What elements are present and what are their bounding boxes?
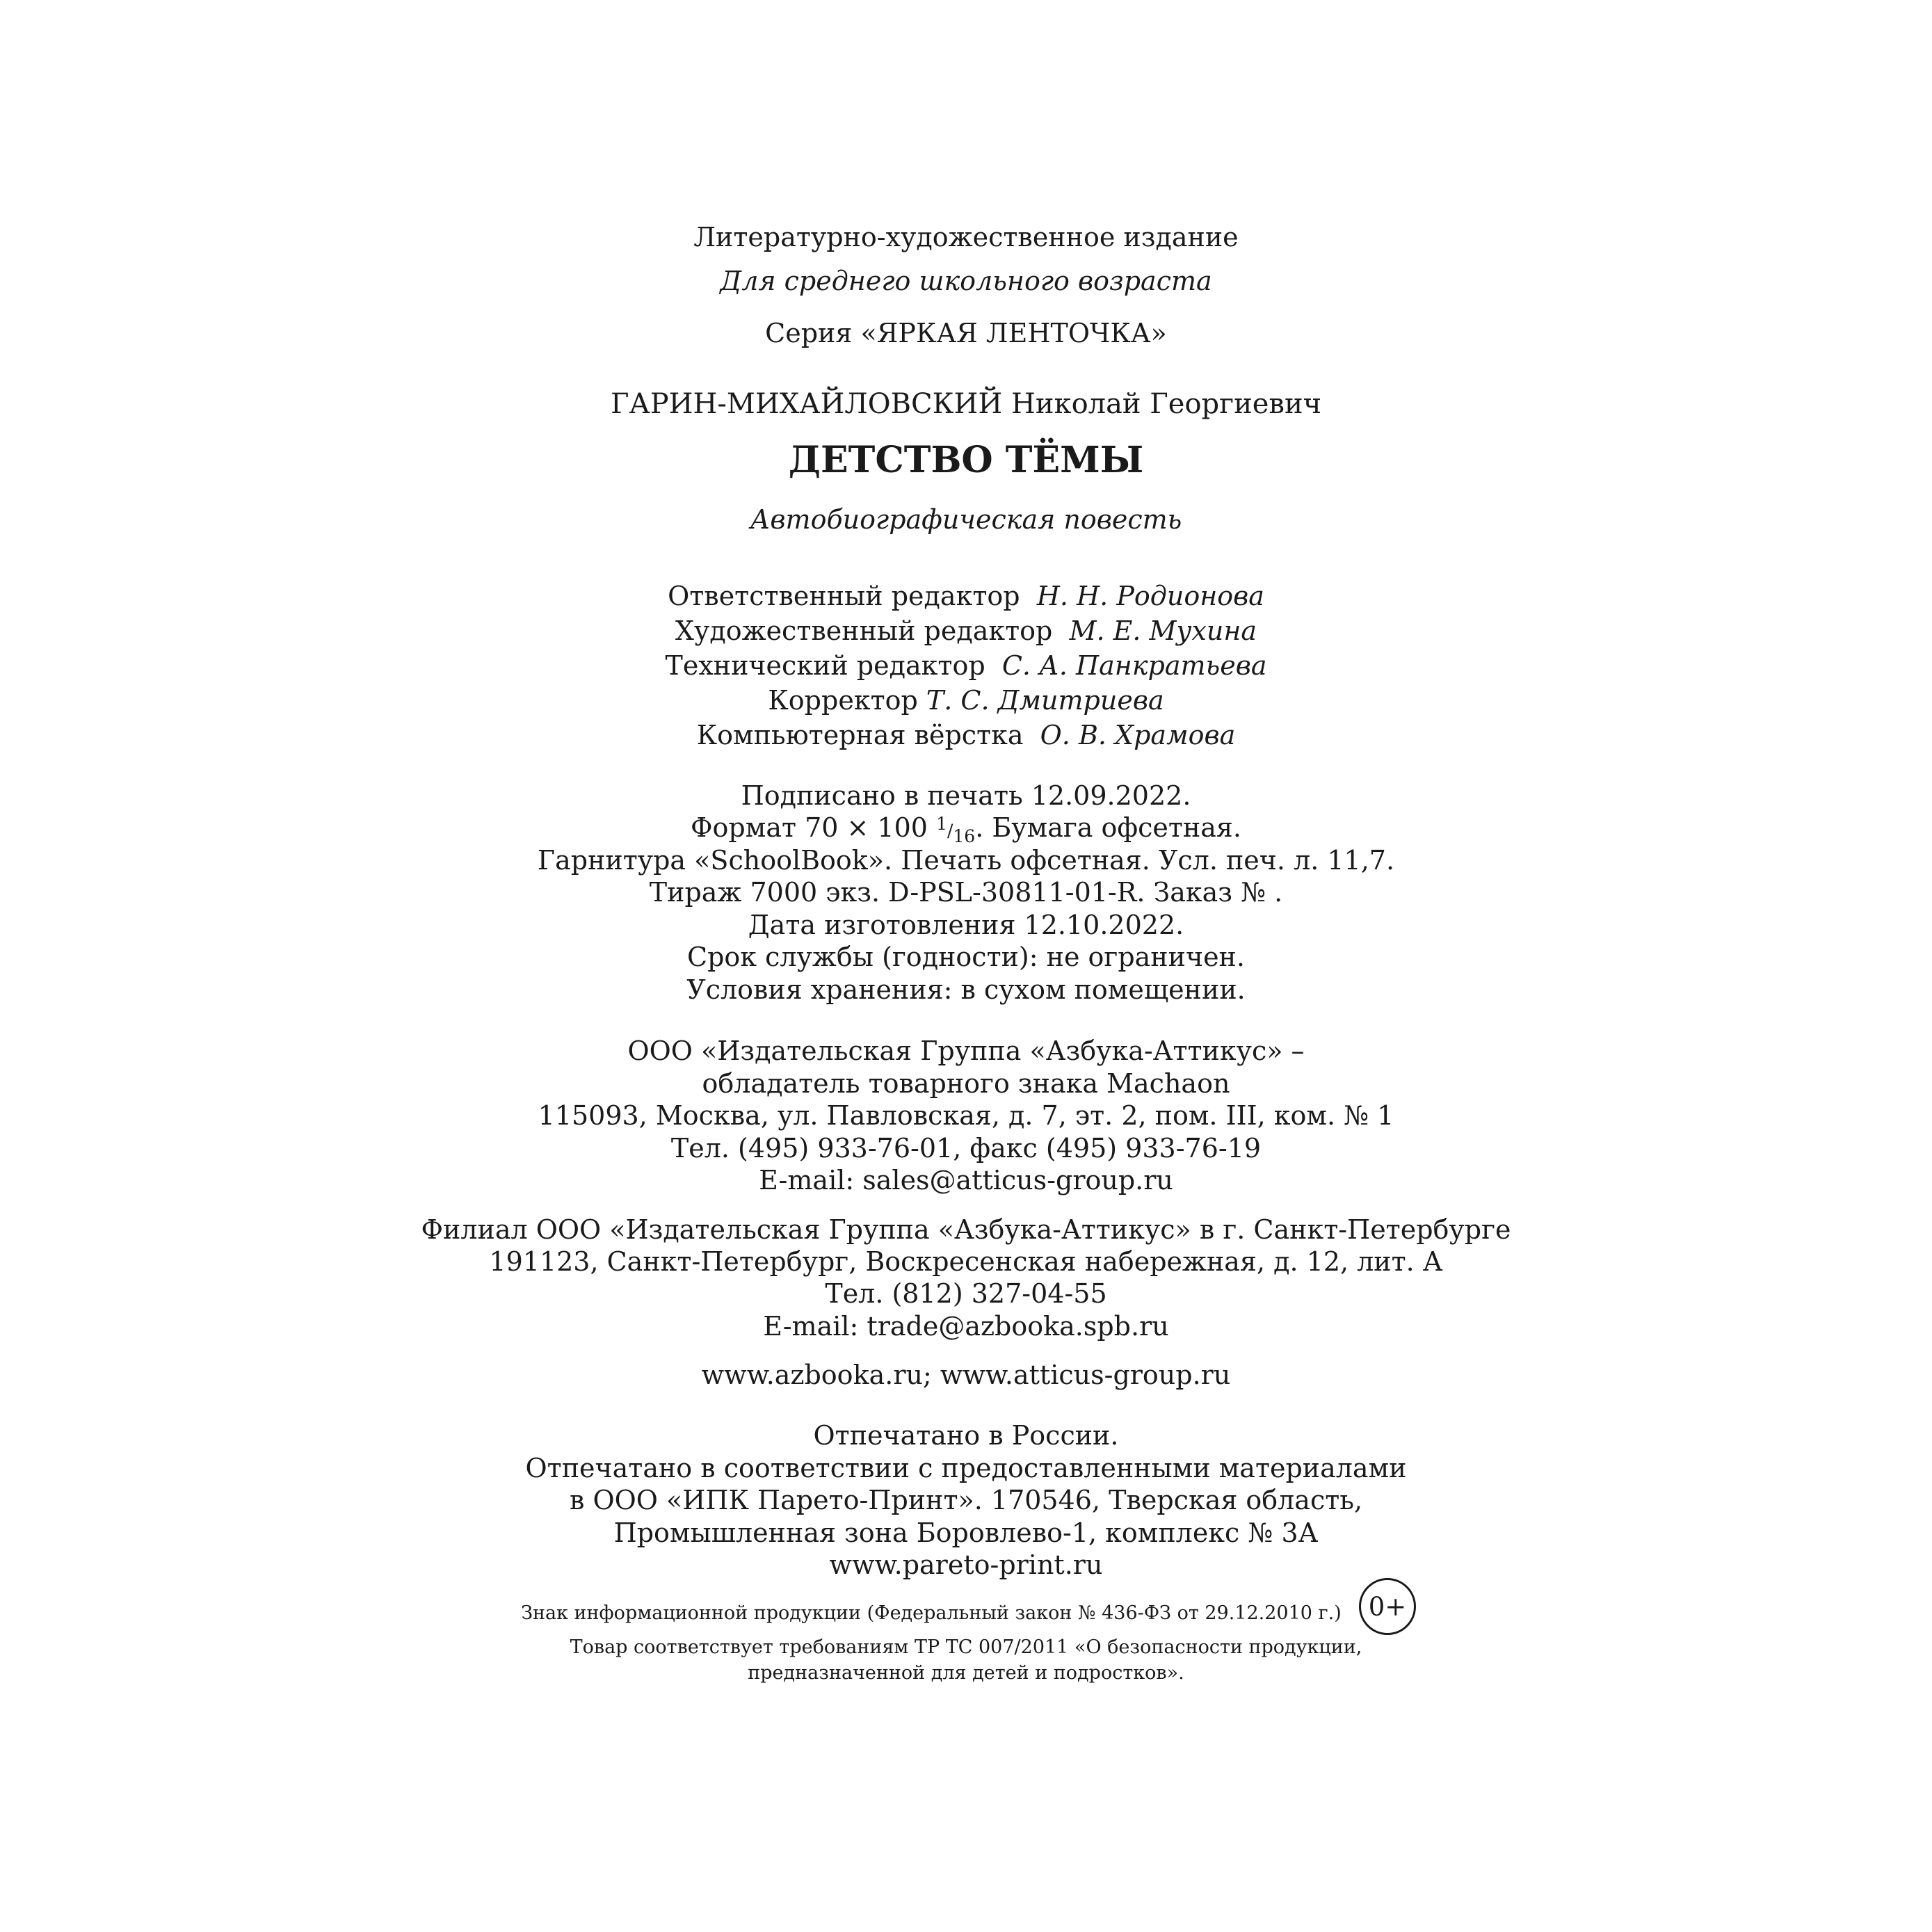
branch-address: 191123, Санкт-Петербург, Воскресенская набережная, д. 12, лит. А [489,1246,1443,1277]
staff-row [0,583,1932,609]
format-numerator: 1 [936,814,947,834]
book-subtitle: Автобиографическая повесть [750,504,1182,535]
publisher-name: ООО «Издательская Группа «Азбука-Аттикус» – [627,1036,1305,1066]
printer-line: Отпечатано в соответствии с предоставленными материалами [525,1453,1407,1483]
publisher-phone: Тел. (495) 933-76-01, факс (495) 933-76-19 [670,1133,1262,1164]
branch-name: Филиал ООО «Издательская Группа «Азбука-Аттикус» в г. Санкт-Петербурге [421,1214,1511,1245]
author-surname: ГАРИН-МИХАЙЛОВСКИЙ [610,388,1003,420]
websites-line: www.azbooka.ru; www.atticus-group.ru [701,1360,1231,1390]
staff-role: Компьютерная вёрстка [696,720,1024,750]
info-product-sign: Знак информационной продукции (Федеральный закон № 436-ФЗ от 29.12.2010 г.) [521,1602,1342,1624]
branch-email: E-mail: trade@azbooka.spb.ru [763,1311,1169,1342]
run-line: Тираж 7000 экз. D-PSL-30811-01-R. Заказ № . [649,877,1283,908]
book-title: ДЕТСТВО ТЁМЫ [788,439,1144,481]
genre-line: Литературно-художественное издание [693,222,1239,252]
staff-row [0,722,1932,748]
typeface-line: Гарнитура «SchoolBook». Печать офсетная. Усл. печ. л. 11,7. [537,845,1395,876]
staff-row [0,615,1932,646]
staff-row [0,652,1932,679]
audience-line: Для среднего школьного возраста [720,266,1212,296]
staff-person: Н. Н. Родионова [1036,581,1264,611]
compliance-line: предназначенной для детей и подростков». [748,1662,1184,1684]
format-denominator: 16 [953,826,976,846]
staff-person: М. Е. Мухина [1069,615,1257,646]
format-prefix: Формат 70 × 100 [691,812,928,843]
made-date-line: Дата изготовления 12.10.2022. [748,910,1184,940]
age-rating-badge: 0+ [1359,1578,1416,1635]
author-name: Николай Георгиевич [1011,388,1322,420]
branch-phone: Тел. (812) 327-04-55 [825,1278,1107,1309]
staff-role: Художественный редактор [675,615,1053,646]
author-line [0,390,1932,418]
signed-line: Подписано в печать 12.09.2022. [741,780,1191,811]
staff-row [0,687,1932,714]
shelf-life-line: Срок службы (годности): не ограничен. [687,942,1245,972]
staff-person: Т. С. Дмитриева [926,685,1164,716]
staff-person: О. В. Храмова [1040,720,1236,750]
series-line: Серия «ЯРКАЯ ЛЕНТОЧКА» [765,318,1167,348]
staff-role: Технический редактор [665,650,985,681]
staff-person: С. А. Панкратьева [1001,650,1267,681]
staff-role: Корректор [768,685,918,716]
storage-line: Условия хранения: в сухом помещении. [686,974,1246,1005]
publisher-email: E-mail: sales@atticus-group.ru [759,1165,1173,1196]
printer-line: в ООО «ИПК Парето-Принт». 170546, Тверская область, [569,1485,1363,1515]
printer-site: www.pareto-print.ru [829,1549,1103,1580]
format-line [0,814,1932,845]
printed-country: Отпечатано в России. [813,1420,1119,1451]
printer-line: Промышленная зона Боровлево-1, комплекс № 3А [613,1518,1319,1548]
compliance-line: Товар соответствует требованиям ТР ТС 007/2011 «О безопасности продукции, [570,1636,1362,1658]
publisher-trademark: обладатель товарного знака Machaon [702,1068,1230,1099]
format-suffix: . Бумага офсетная. [975,812,1241,843]
format-fraction: $^1/_{16}$ [936,814,976,846]
staff-role: Ответственный редактор [668,581,1020,611]
publisher-address: 115093, Москва, ул. Павловская, д. 7, эт. 2, пом. III, ком. № 1 [538,1100,1394,1131]
